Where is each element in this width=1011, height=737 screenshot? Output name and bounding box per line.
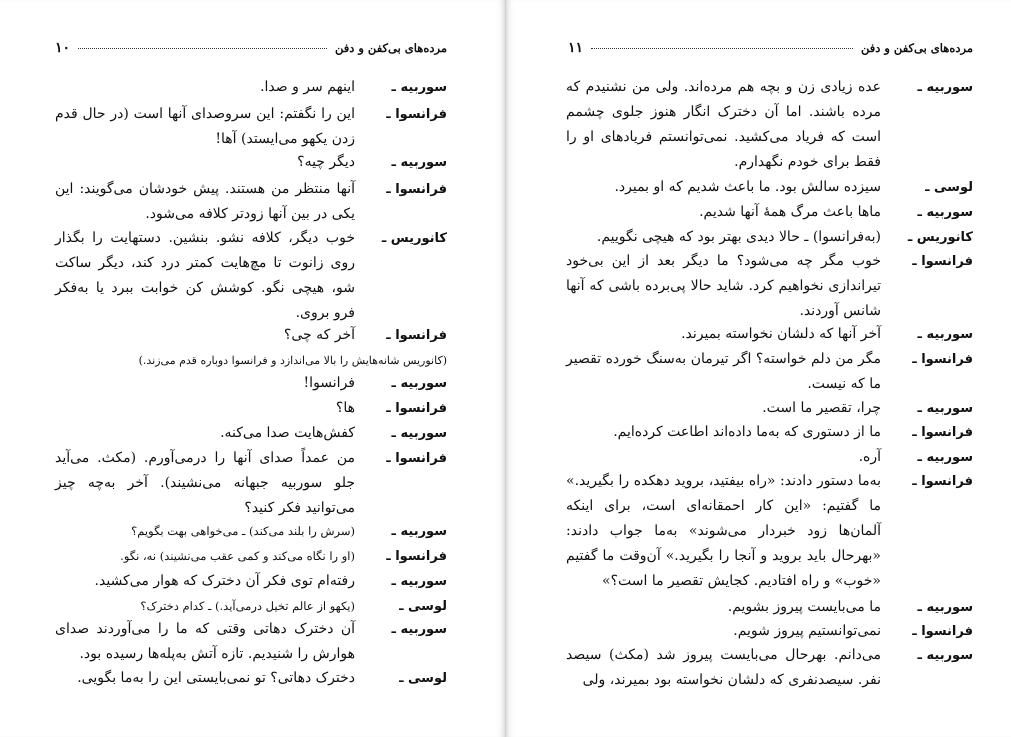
dialogue-line	[566, 175, 973, 200]
speaker-name: سوربیه ـ	[917, 600, 973, 615]
dialogue-line	[566, 249, 973, 324]
line-text: خوب مگر چه می‌شود؟ ما دیگر بعد از این بی‌خود تیراندازی نخواهیم کرد. شاید حالا پی‌برده باشی که آنها شانس آوردند.	[566, 253, 881, 319]
dialogue-line	[55, 75, 447, 100]
line-text: عده زیادی زن و بچه هم مرده‌اند. ولی من نشنیدم که مرده باشند. اما آن دخترک انگار هنوز جلوی چشمم است که فریاد می‌کشید. نمی‌توانستم فریادهای او را فقط برای خودم نگهدارم.	[566, 79, 881, 170]
dialogue-line	[55, 421, 447, 446]
line-text: دخترک دهاتی؟ تو نمی‌بایستی این را به‌ما بگویی.	[77, 670, 355, 686]
speaker-name: فرانسوا ـ	[912, 474, 973, 489]
dialogue-line	[55, 446, 447, 521]
line-text: دیگر چیه؟	[297, 154, 355, 170]
dialogue-line	[55, 544, 447, 569]
speaker-name: سوربیه ـ	[917, 205, 973, 220]
page-number: ۱۰	[55, 40, 71, 56]
dialogue-line	[566, 347, 973, 397]
speaker-name: فرانسوا ـ	[386, 182, 447, 197]
speaker-name: سوربیه ـ	[391, 155, 447, 170]
speaker-name: فرانسوا ـ	[386, 451, 447, 466]
line-text: (او را نگاه می‌کند و کمی عقب می‌نشیند) نه، نگو.	[120, 549, 355, 563]
line-text: آره.	[858, 449, 881, 465]
stage-direction-text: (کانوریس شانه‌هایش را بالا می‌اندازد و فرانسوا دوباره قدم می‌زند.)	[138, 354, 447, 367]
line-text: فرانسوا!	[303, 375, 355, 391]
dialogue-line	[566, 75, 973, 175]
speaker-name: سوربیه ـ	[391, 426, 447, 441]
speaker-name: کانوریس ـ	[381, 231, 447, 246]
dialogue-line	[566, 322, 973, 347]
speaker-name: فرانسوا ـ	[386, 549, 447, 564]
speaker-name: فرانسوا ـ	[912, 425, 973, 440]
speaker-name: لوسی ـ	[399, 599, 447, 614]
speaker-name: سوربیه ـ	[917, 401, 973, 416]
dialogue-line	[55, 177, 447, 227]
dialogue-line	[55, 594, 447, 619]
line-text: کفش‌هایت صدا می‌کنه.	[220, 425, 355, 441]
speaker-name: سوربیه ـ	[391, 524, 447, 539]
dotted-leader	[78, 48, 327, 49]
line-text: به‌ما دستور دادند: «راه بیفتید، بروید دهکده را بگیرید.» ما گفتیم: «این کار احمقانه‌ای است، برای اینکه آلمان‌ها زود خبردار می‌شوند» به‌ما جواب دادند: «بهرحال باید بروید و آنجا را بگیرید.» آن‌وقت ما گفتیم «خوب» و راه افتادیم. کجایش تقصیر ما است؟»	[566, 473, 881, 589]
dialogue-line	[566, 619, 973, 644]
speaker-name: سوربیه ـ	[391, 622, 447, 637]
line-text: سیزده سالش بود. ما باعث شدیم که او بمیرد.	[614, 179, 881, 195]
dialogue-line	[55, 226, 447, 326]
dialogue-line	[55, 371, 447, 396]
line-text: مگر من دلم خواسته؟ اگر تیرمان به‌سنگ خورده تقصیر ما که نیست.	[566, 351, 881, 392]
line-text: ها؟	[335, 400, 355, 416]
speaker-name: سوربیه ـ	[917, 327, 973, 342]
dialogue-line	[55, 617, 447, 667]
line-text: خوب دیگر، کلافه نشو. بنشین. دستهایت را بگذار روی زانوت تا مچ‌هایت کمتر درد کند، دیگر ساکت شو، هیچی نگو. کوشش کن خوابت ببرد یا به‌فکر فرو بروی.	[55, 230, 355, 321]
line-text: ما از دستوری که به‌ما داده‌اند اطاعت کرده‌ایم.	[613, 424, 881, 440]
speaker-name: فرانسوا ـ	[386, 107, 447, 122]
dotted-leader	[591, 48, 853, 49]
speaker-name: فرانسوا ـ	[386, 328, 447, 343]
speaker-name: فرانسوا ـ	[912, 624, 973, 639]
line-text: (به‌فرانسوا) ـ حالا دیدی بهتر بود که هیچی نگوییم.	[596, 229, 881, 245]
speaker-name: فرانسوا ـ	[912, 352, 973, 367]
speaker-name: سوربیه ـ	[391, 80, 447, 95]
speaker-name: فرانسوا ـ	[912, 254, 973, 269]
speaker-name: سوربیه ـ	[391, 376, 447, 391]
running-title: مرده‌های بی‌کفن و دفن	[861, 41, 973, 55]
dialogue-line	[566, 445, 973, 470]
dialogue-line	[566, 200, 973, 225]
dialogue-line	[55, 150, 447, 175]
line-text: آخر آنها که دلشان نخواسته بمیرند.	[681, 326, 881, 342]
speaker-name: کانوریس ـ	[907, 230, 973, 245]
running-title: مرده‌های بی‌کفن و دفن	[335, 41, 447, 55]
running-head-left	[55, 40, 447, 58]
dialogue-line	[566, 420, 973, 445]
speaker-name: فرانسوا ـ	[386, 401, 447, 416]
dialogue-line	[55, 396, 447, 421]
line-text: اینهم سر و صدا.	[260, 79, 355, 95]
page-number: ۱۱	[568, 40, 584, 56]
line-text: (یکهو از عالم تخیل درمی‌آید.) ـ کدام دخترک؟	[140, 599, 355, 613]
line-text: آخر که چی؟	[283, 327, 355, 343]
line-text: این را نگفتم: این سروصدای آنها است (در حال قدم زدن یکهو می‌ایستد) آها!	[55, 106, 355, 147]
dialogue-line	[566, 225, 973, 250]
right-page	[506, 0, 1011, 737]
dialogue-line	[566, 643, 973, 693]
speaker-name: سوربیه ـ	[917, 450, 973, 465]
stage-direction	[55, 348, 447, 373]
speaker-name: سوربیه ـ	[917, 80, 973, 95]
dialogue-line	[55, 323, 447, 348]
dialogue-line	[55, 569, 447, 594]
line-text: آنها منتظر من هستند. پیش خودشان می‌گویند: این یکی در بین آنها زودتر کلافه می‌شود.	[55, 181, 355, 222]
running-head-right	[568, 40, 973, 58]
dialogue-line	[566, 469, 973, 594]
line-text: ماها باعث مرگ همهٔ آنها شدیم.	[699, 204, 881, 220]
speaker-name: لوسی ـ	[925, 180, 973, 195]
dialogue-line	[566, 595, 973, 620]
dialogue-line	[55, 519, 447, 544]
line-text: نمی‌توانستیم پیروز شویم.	[733, 623, 881, 639]
speaker-name: لوسی ـ	[399, 671, 447, 686]
line-text: ما می‌بایست پیروز بشویم.	[727, 599, 881, 615]
line-text: (سرش را بلند می‌کند) ـ می‌خواهی بهت بگویم؟	[131, 524, 355, 538]
dialogue-line	[55, 666, 447, 691]
line-text: می‌دانم. بهرحال می‌بایست پیروز شد (مکث) سیصد نفر. سیصد‌نفری که دلشان نخواسته بود بمیرند، ولی	[566, 647, 881, 688]
dialogue-line	[566, 396, 973, 421]
speaker-name: سوربیه ـ	[391, 574, 447, 589]
dialogue-line	[55, 102, 447, 152]
line-text: رفته‌ام توی فکر آن دخترک که هوار می‌کشید.	[94, 573, 355, 589]
speaker-name: سوربیه ـ	[917, 648, 973, 663]
line-text: آن دخترک دهاتی وقتی که ما را می‌آوردند صدای هوارش را شنیدیم. تازه آتش به‌پله‌ها رسیده بود.	[55, 621, 355, 662]
line-text: من عمداً صدای آنها را درمی‌آورم. (مکث. می‌آید جلو سوربیه جبهانه می‌نشیند). آخر به‌چه چیز می‌توانید فکر کنید؟	[55, 450, 355, 516]
line-text: چرا، تقصیر ما است.	[762, 400, 881, 416]
